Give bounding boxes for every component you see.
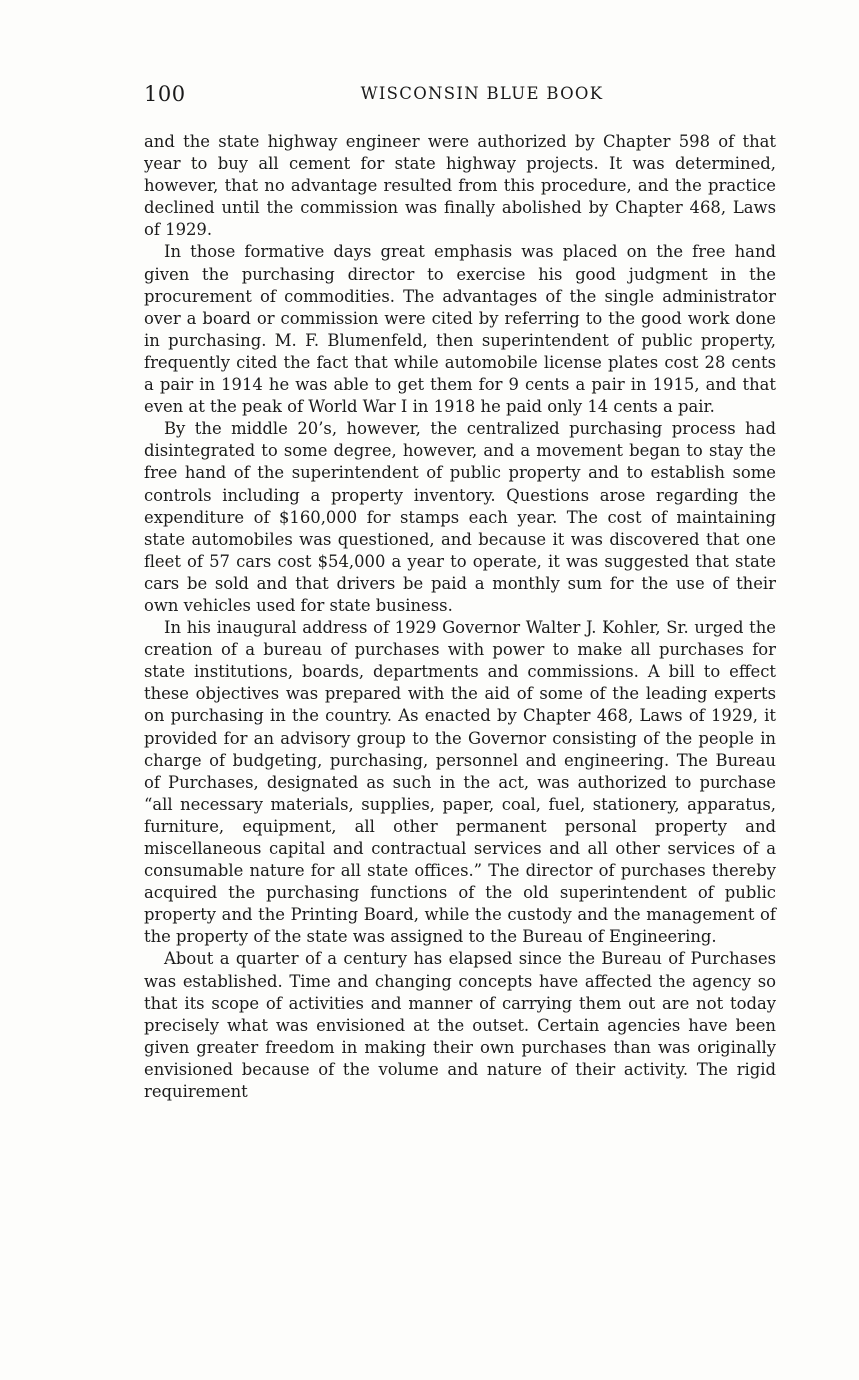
body-text (144, 131, 776, 1103)
book-title: WISCONSIN BLUE BOOK (360, 84, 604, 103)
running-head (144, 78, 776, 108)
page-number: 100 (144, 82, 186, 106)
paragraph-middle-20s: By the middle 20’s, however, the centralized purchasing process had disintegrated to some degree, however, and a movement began to stay the free hand of the superintendent of public property and to establish some controls including a property inventory. Questions arose regarding the expenditure of $160,000 for stamps each year. The cost of maintaining state automobiles was questioned, and because it was discovered that one fleet of 57 cars cost $54,000 a year to operate, it was suggested that state cars be sold and that drivers be paid a monthly sum for the use of their own vehicles used for state business. (144, 419, 776, 615)
paragraph-inaugural-address: In his inaugural address of 1929 Governor Walter J. Kohler, Sr. urged the creation of a bureau of purchases with power to make all purchases for state institutions, boards, departments and commissions. A bill to effect these objectives was prepared with the aid of some of the leading experts on purchasing in the country. As enacted by Chapter 468, Laws of 1929, it provided for an advisory group to the Governor consisting of the people in charge of budgeting, purchasing, personnel and engineering. The Bureau of Purchases, designated as such in the act, was authorized to purchase “all necessary materials, supplies, paper, coal, fuel, stationery, apparatus, furniture, equipment, all other permanent personal property and miscellaneous capital and contractual services and all other services of a consumable nature for all state offices.” The director of purchases thereby acquired the purchasing functions of the old superintendent of public property and the Printing Board, while the custody and the management of the property of the state was assigned to the Bureau of Engineering. (144, 618, 776, 947)
paragraph-continuation: and the state highway engineer were authorized by Chapter 598 of that year to buy all cement for state highway projects. It was determined, however, that no advantage resulted from this procedure, and the practice declined until the commission was finally abolished by Chapter 468, Laws of 1929. (144, 132, 776, 240)
paragraph-formative-days: In those formative days great emphasis was placed on the free hand given the purchasing director to exercise his good judgment in the procurement of commodities. The advantages of the single administrator over a board or commission were cited by referring to the good work done in purchasing. M. F. Blumenfeld, then superintendent of public property, frequently cited the fact that while automobile license plates cost 28 cents a pair in 1914 he was able to get them for 9 cents a pair in 1915, and that even at the peak of World War I in 1918 he paid only 14 cents a pair. (144, 242, 776, 417)
paragraph-quarter-century: About a quarter of a century has elapsed since the Bureau of Purchases was established. Time and changing concepts have affected the agency so that its scope of activities and manner of carrying them out are not today precisely what was envisioned at the outset. Certain agencies have been given greater freedom in making their own purchases than was originally envisioned because of the volume and nature of their activity. The rigid requirement (144, 949, 776, 1102)
